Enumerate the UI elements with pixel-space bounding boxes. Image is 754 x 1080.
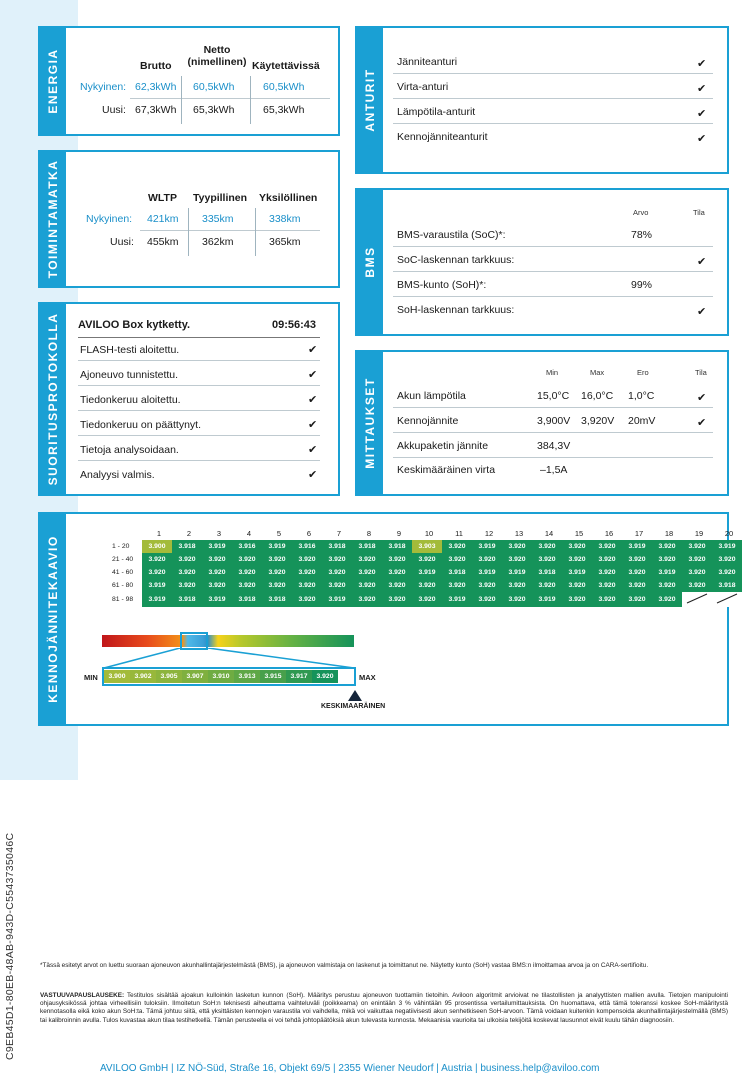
bms-header-arvo: Arvo <box>633 208 649 217</box>
toimintamatka-header: Tyypillinen <box>193 192 248 204</box>
suoritusprotokolla-tab <box>40 304 66 494</box>
check-icon: ✔ <box>697 58 707 70</box>
divider <box>393 407 713 408</box>
check-icon: ✔ <box>697 108 707 120</box>
heatmap-column-number: 5 <box>276 529 282 538</box>
divider <box>78 337 320 338</box>
toimintamatka-value: 338km <box>269 213 301 225</box>
measurement-label: Kennojännite <box>397 415 459 427</box>
divider <box>393 123 713 124</box>
heatmap-cell: 3.918 <box>232 592 262 607</box>
divider <box>393 296 713 297</box>
protocol-step: Tietoja analysoidaan. <box>80 444 179 456</box>
heatmap-cell: 3.920 <box>592 566 622 579</box>
heatmap-cell: 3.920 <box>232 553 262 566</box>
heatmap-column-number: 4 <box>246 529 252 538</box>
check-icon: ✔ <box>308 419 318 431</box>
heatmap-cell: 3.920 <box>592 592 622 607</box>
heatmap-column-number: 8 <box>366 529 372 538</box>
heatmap-cell: 3.919 <box>502 566 532 579</box>
average-label: KESKIMAARÄINEN <box>321 703 386 710</box>
bms-panel <box>355 188 729 336</box>
protocol-step: Ajoneuvo tunnistettu. <box>80 369 179 381</box>
heatmap-column-number: 17 <box>634 529 644 538</box>
heatmap-cell: 3.919 <box>472 566 502 579</box>
anturit-panel <box>355 26 729 174</box>
heatmap-column-number: 2 <box>186 529 192 538</box>
mittaukset-header-max: Max <box>590 368 605 377</box>
heatmap-cell: 3.920 <box>472 579 502 592</box>
toimintamatka-value: 335km <box>202 213 234 225</box>
heatmap-cell: 3.920 <box>292 579 322 592</box>
heatmap-cell: 3.920 <box>502 579 532 592</box>
heatmap-cell: 3.919 <box>562 566 592 579</box>
mittaukset-header-ero: Ero <box>637 368 649 377</box>
heatmap-cell: 3.918 <box>172 540 202 553</box>
scale-min-label: MIN <box>84 673 98 682</box>
scale-value: 3.917 <box>286 670 312 683</box>
heatmap-cell: 3.919 <box>322 592 352 607</box>
heatmap-cell: 3.920 <box>622 592 652 607</box>
toimintamatka-value: 421km <box>147 213 179 225</box>
heatmap-cell: 3.919 <box>202 592 232 607</box>
heatmap-cell: 3.919 <box>142 579 172 592</box>
heatmap-cell: 3.920 <box>322 579 352 592</box>
heatmap-column-number: 3 <box>216 529 222 538</box>
heatmap-cell <box>712 592 742 607</box>
divider <box>140 230 320 231</box>
anturit-tab <box>357 28 383 172</box>
energia-value: 65,3kWh <box>263 104 305 116</box>
heatmap-row-label: 41 - 60 <box>112 569 134 576</box>
toimintamatka-value: 365km <box>269 236 301 248</box>
toimintamatka-panel <box>38 150 340 288</box>
divider <box>78 360 320 361</box>
disclaimer-text: Testitulos sisältää ajoakun kulloinkin lasketun kunnon (SoH). Määritys perustuu ajoneuvon tuottamiin tietoihin. Aviloon algoritmit arvioivat ne tilastollisten ja analyyttisten mallien avulla. Tietojen manipulointi ohjausyksikössä johtaa virheellisiin tuloksiin. Ilmoitetun SoH:n teknisesti aiheuttama vaihteluväli (poikkeama) on enintään 3 % vähintään 95 prosentissa vertailumittauksista. On huomattava, että tämä toleranssi koskee SoH-määritystä kennotasolla eikä koko akun SoH:ta. Tämä johtuu siitä, että yksittäisten kennojen varaustila voi vaihdella, mikä voi vaikuttaa negatiivisesti akun senhetkiseen SoH-arvoon. Tämä voidaan kuitenkin kompensoida akunhallintajärjestelmällä (BMS) tai kalibroinnin avulla. Tulos kuvastaa akun tilaa testihetkellä. Tämän perusteella ei voi tehdä johtopäätöksiä akun tulevasta kunnosta. Mekaanisia vaurioita tai ulkoisia tekijöitä koskevat lausunnot eivät kuulu tähän diagnoosiin. <box>40 992 728 1024</box>
heatmap-cell: 3.920 <box>712 566 742 579</box>
energia-value: 62,3kWh <box>135 81 177 93</box>
energia-value: 65,3kWh <box>193 104 235 116</box>
energia-header-brutto: Brutto <box>140 60 172 72</box>
heatmap-cell: 3.920 <box>532 540 562 553</box>
heatmap-column-number: 10 <box>424 529 434 538</box>
heatmap-cell: 3.919 <box>712 540 742 553</box>
heatmap-cell: 3.918 <box>322 540 352 553</box>
check-icon: ✔ <box>697 392 707 404</box>
scale-value: 3.913 <box>234 670 260 683</box>
heatmap-cell: 3.920 <box>502 540 532 553</box>
heatmap-column-number: 6 <box>306 529 312 538</box>
heatmap-cell: 3.920 <box>592 579 622 592</box>
energia-value: 60,5kWh <box>193 81 235 93</box>
check-icon: ✔ <box>697 256 707 268</box>
heatmap-cell: 3.920 <box>532 579 562 592</box>
footnote: *Tässä esitetyt arvot on luettu suoraan ajoneuvon akunhallintajärjestelmästä (BMS), ja ajoneuvon valmistaja on laskenut ja toimittanut ne. Näytetty kunto (SoH) vastaa BMS:n ilmoittamaa arvoa ja on CARA-sertifioitu. <box>40 962 649 969</box>
energia-tab <box>40 28 66 134</box>
heatmap-cell: 3.919 <box>652 566 682 579</box>
heatmap-row-label: 81 - 98 <box>112 596 134 603</box>
toimintamatka-tab <box>40 152 66 286</box>
heatmap-cell: 3.920 <box>172 579 202 592</box>
sensor-item: Kennojänniteanturit <box>397 131 488 143</box>
heatmap-cell: 3.920 <box>382 592 412 607</box>
measurement-ero: 20mV <box>628 415 656 427</box>
divider <box>78 410 320 411</box>
check-icon: ✔ <box>308 469 318 481</box>
anturit-title: ANTURIT <box>363 68 377 132</box>
heatmap-column-number: 14 <box>544 529 554 538</box>
check-icon: ✔ <box>697 133 707 145</box>
heatmap-cell: 3.920 <box>382 566 412 579</box>
heatmap-cell: 3.919 <box>262 540 292 553</box>
divider <box>181 76 182 124</box>
suoritusprotokolla-title: SUORITUSPROTOKOLLA <box>46 312 60 486</box>
toimintamatka-header: WLTP <box>148 192 177 204</box>
mittaukset-header-min: Min <box>546 368 559 377</box>
heatmap-cell: 3.920 <box>562 592 592 607</box>
check-icon: ✔ <box>308 394 318 406</box>
heatmap-cell: 3.920 <box>292 592 322 607</box>
heatmap-cell: 3.920 <box>682 566 712 579</box>
heatmap-cell: 3.919 <box>442 592 472 607</box>
measurement-max: 3,920V <box>581 415 615 427</box>
heatmap-cell: 3.920 <box>262 553 292 566</box>
energia-row-label: Nykyinen: <box>80 81 127 93</box>
bms-header-tila: Tila <box>693 208 705 217</box>
heatmap-cell: 3.919 <box>472 540 502 553</box>
protocol-step: Tiedonkeruu aloitettu. <box>80 394 181 406</box>
heatmap-cell: 3.920 <box>352 579 382 592</box>
check-icon: ✔ <box>697 417 707 429</box>
divider <box>78 385 320 386</box>
heatmap-cell: 3.920 <box>472 592 502 607</box>
measurement-label: Keskimääräinen virta <box>397 464 496 476</box>
check-icon: ✔ <box>308 369 318 381</box>
divider <box>393 98 713 99</box>
bms-row-value: 99% <box>631 279 653 291</box>
heatmap-cell: 3.920 <box>682 540 712 553</box>
heatmap-cell: 3.920 <box>382 579 412 592</box>
energia-header-kaytettavissa: Käytettävissä <box>252 60 320 72</box>
heatmap-cell: 3.920 <box>232 566 262 579</box>
heatmap-cell: 3.920 <box>622 566 652 579</box>
heatmap-cell: 3.920 <box>172 553 202 566</box>
heatmap-row-label: 61 - 80 <box>112 582 134 589</box>
mittaukset-header-tila: Tila <box>695 368 707 377</box>
heatmap-cell: 3.920 <box>712 553 742 566</box>
heatmap-cell: 3.918 <box>352 540 382 553</box>
heatmap-cell: 3.920 <box>652 579 682 592</box>
divider <box>250 76 251 124</box>
heatmap-row <box>110 540 742 553</box>
heatmap-cell: 3.920 <box>412 579 442 592</box>
heatmap-row <box>110 579 742 592</box>
heatmap-cell: 3.920 <box>412 553 442 566</box>
heatmap-cell: 3.916 <box>232 540 262 553</box>
heatmap-cell: 3.920 <box>502 553 532 566</box>
heatmap-column-number: 16 <box>604 529 614 538</box>
heatmap-cell: 3.916 <box>292 540 322 553</box>
heatmap-cell: 3.920 <box>172 566 202 579</box>
mittaukset-title: MITTAUKSET <box>363 377 377 469</box>
energia-value: 67,3kWh <box>135 104 177 116</box>
heatmap-cell: 3.920 <box>592 540 622 553</box>
protocol-heading: AVILOO Box kytketty. <box>78 319 191 331</box>
scale-value: 3.910 <box>208 670 234 683</box>
voltage-gradient-bar <box>102 635 354 647</box>
scale-max-label: MAX <box>359 673 376 682</box>
toimintamatka-row-label: Nykyinen: <box>86 213 133 225</box>
heatmap-cell: 3.920 <box>622 579 652 592</box>
heatmap-cell: 3.920 <box>652 592 682 607</box>
heatmap-cell: 3.920 <box>622 553 652 566</box>
heatmap-cell: 3.918 <box>382 540 412 553</box>
measurement-ero: 1,0°C <box>628 390 655 402</box>
heatmap-cell: 3.920 <box>652 553 682 566</box>
disclaimer <box>40 992 728 1025</box>
measurement-min: 384,3V <box>537 440 571 452</box>
heatmap-cell: 3.918 <box>442 566 472 579</box>
divider <box>188 208 189 256</box>
voltage-scale <box>104 670 338 683</box>
kennojannitekaavio-title: KENNOJÄNNITEKAAVIO <box>46 535 60 703</box>
divider <box>393 457 713 458</box>
measurement-label: Akun lämpötila <box>397 390 466 402</box>
heatmap-column-number: 13 <box>514 529 524 538</box>
document-id: C9EB45D1-80EB-48AB-943D-C5543735046C <box>4 832 16 1060</box>
suoritusprotokolla-panel <box>38 302 340 496</box>
energia-value: 60,5kWh <box>263 81 305 93</box>
heatmap-cell: 3.920 <box>442 540 472 553</box>
protocol-step: Tiedonkeruu on päättynyt. <box>80 419 202 431</box>
divider <box>78 460 320 461</box>
heatmap-cell: 3.920 <box>322 566 352 579</box>
cell-voltage-heatmap <box>110 540 742 607</box>
heatmap-column-number: 20 <box>724 529 734 538</box>
heatmap-cell: 3.920 <box>532 553 562 566</box>
heatmap-row <box>110 592 742 607</box>
heatmap-column-number: 1 <box>156 529 162 538</box>
heatmap-cell: 3.900 <box>142 540 172 553</box>
protocol-time: 09:56:43 <box>272 319 317 331</box>
heatmap-cell: 3.920 <box>442 579 472 592</box>
divider <box>393 271 713 272</box>
heatmap-cell: 3.920 <box>352 592 382 607</box>
average-marker-icon <box>348 690 362 701</box>
heatmap-cell: 3.920 <box>412 592 442 607</box>
energia-panel <box>38 26 340 136</box>
heatmap-cell: 3.920 <box>352 566 382 579</box>
measurement-max: 16,0°C <box>581 390 614 402</box>
heatmap-cell: 3.919 <box>202 540 232 553</box>
divider <box>393 246 713 247</box>
heatmap-cell <box>682 592 712 607</box>
heatmap-column-number: 15 <box>574 529 584 538</box>
heatmap-cell: 3.919 <box>622 540 652 553</box>
heatmap-cell: 3.918 <box>172 592 202 607</box>
energia-title: ENERGIA <box>46 48 60 114</box>
measurement-min: 3,900V <box>537 415 571 427</box>
bms-row-label: SoC-laskennan tarkkuus: <box>397 254 515 266</box>
energia-row-label: Uusi: <box>102 104 126 116</box>
check-icon: ✔ <box>308 344 318 356</box>
heatmap-cell: 3.920 <box>262 566 292 579</box>
bms-row-value: 78% <box>631 229 653 241</box>
heatmap-column-number: 9 <box>396 529 402 538</box>
heatmap-cell: 3.920 <box>202 553 232 566</box>
heatmap-row-label: 21 - 40 <box>112 556 134 563</box>
heatmap-cell: 3.919 <box>142 592 172 607</box>
divider <box>393 73 713 74</box>
toimintamatka-value: 455km <box>147 236 179 248</box>
heatmap-cell: 3.920 <box>592 553 622 566</box>
kennojannitekaavio-tab <box>40 514 66 724</box>
heatmap-cell: 3.918 <box>532 566 562 579</box>
mittaukset-panel <box>355 350 729 496</box>
heatmap-row-label: 1 - 20 <box>112 543 130 550</box>
heatmap-column-number: 12 <box>484 529 494 538</box>
heatmap-column-number: 19 <box>694 529 704 538</box>
divider <box>130 98 330 99</box>
toimintamatka-value: 362km <box>202 236 234 248</box>
heatmap-cell: 3.920 <box>472 553 502 566</box>
energia-header-netto: Netto (nimellinen) <box>187 44 247 68</box>
heatmap-cell: 3.903 <box>412 540 442 553</box>
heatmap-cell: 3.920 <box>202 566 232 579</box>
divider <box>255 208 256 256</box>
divider <box>78 435 320 436</box>
check-icon: ✔ <box>697 83 707 95</box>
measurement-min: 15,0°C <box>537 390 570 402</box>
heatmap-cell: 3.920 <box>682 553 712 566</box>
scale-value: 3.902 <box>130 670 156 683</box>
scale-value: 3.920 <box>312 670 338 683</box>
toimintamatka-row-label: Uusi: <box>110 236 134 248</box>
bms-row-label: SoH-laskennan tarkkuus: <box>397 304 515 316</box>
heatmap-cell: 3.920 <box>142 553 172 566</box>
protocol-step: Analyysi valmis. <box>80 469 155 481</box>
heatmap-row <box>110 566 742 579</box>
check-icon: ✔ <box>697 306 707 318</box>
heatmap-cell: 3.920 <box>292 566 322 579</box>
heatmap-cell: 3.920 <box>232 579 262 592</box>
scale-value: 3.915 <box>260 670 286 683</box>
toimintamatka-title: TOIMINTAMATKA <box>46 159 60 279</box>
bms-tab <box>357 190 383 334</box>
heatmap-cell: 3.918 <box>262 592 292 607</box>
heatmap-cell: 3.919 <box>412 566 442 579</box>
divider <box>393 432 713 433</box>
heatmap-column-number: 18 <box>664 529 674 538</box>
heatmap-cell: 3.920 <box>382 553 412 566</box>
protocol-step: FLASH-testi aloitettu. <box>80 344 180 356</box>
heatmap-cell: 3.920 <box>502 592 532 607</box>
heatmap-cell: 3.920 <box>262 579 292 592</box>
bms-row-label: BMS-kunto (SoH)*: <box>397 279 487 291</box>
heatmap-cell: 3.918 <box>712 579 742 592</box>
scale-value: 3.905 <box>156 670 182 683</box>
toimintamatka-header: Yksilöllinen <box>259 192 318 204</box>
heatmap-cell: 3.920 <box>562 553 592 566</box>
heatmap-cell: 3.920 <box>142 566 172 579</box>
heatmap-cell: 3.920 <box>682 579 712 592</box>
heatmap-column-number: 7 <box>336 529 342 538</box>
heatmap-row <box>110 553 742 566</box>
heatmap-cell: 3.920 <box>352 553 382 566</box>
scale-value: 3.900 <box>104 670 130 683</box>
bms-title: BMS <box>363 246 377 278</box>
scale-value: 3.907 <box>182 670 208 683</box>
heatmap-cell: 3.920 <box>442 553 472 566</box>
heatmap-cell: 3.919 <box>532 592 562 607</box>
measurement-label: Akkupaketin jännite <box>397 440 489 452</box>
heatmap-cell: 3.920 <box>562 579 592 592</box>
company-footer: AVILOO GmbH | IZ NÖ-Süd, Straße 16, Objekt 69/5 | 2355 Wiener Neudorf | Austria | business.help@aviloo.com <box>100 1063 600 1074</box>
disclaimer-title: VASTUUVAPAUSLAUSEKE: <box>40 992 125 999</box>
heatmap-cell: 3.920 <box>202 579 232 592</box>
heatmap-cell: 3.920 <box>292 553 322 566</box>
sensor-item: Lämpötila-anturit <box>397 106 476 118</box>
check-icon: ✔ <box>308 444 318 456</box>
mittaukset-tab <box>357 352 383 494</box>
sensor-item: Virta-anturi <box>397 81 449 93</box>
sensor-item: Jänniteanturi <box>397 56 458 68</box>
heatmap-cell: 3.920 <box>322 553 352 566</box>
heatmap-cell: 3.920 <box>562 540 592 553</box>
measurement-min: –1,5A <box>540 464 568 476</box>
bms-row-label: BMS-varaustila (SoC)*: <box>397 229 506 241</box>
heatmap-cell: 3.920 <box>652 540 682 553</box>
heatmap-column-number: 11 <box>455 529 463 538</box>
